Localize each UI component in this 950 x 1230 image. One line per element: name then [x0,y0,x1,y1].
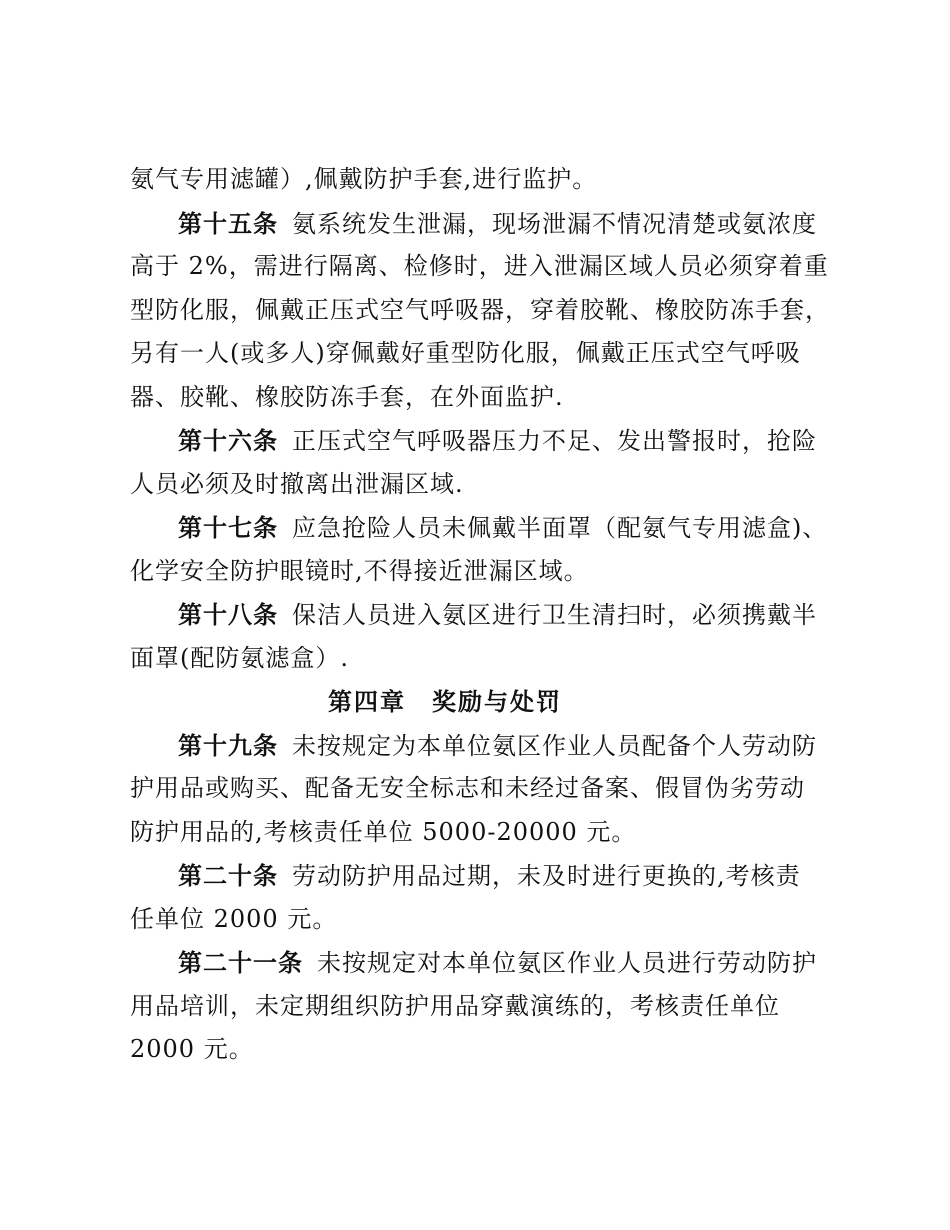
article-heading: 第二十一条 [178,948,303,977]
article-19-line [130,724,820,768]
article-heading: 第十六条 [178,426,278,455]
paragraph-text: 用品培训，未定期组织防护用品穿戴演练的，考核责任单位 [130,991,780,1020]
article-21-line [130,941,820,985]
paragraph-text: 护用品或购买、配备无安全标志和未经过备案、假冒伪劣劳动 [130,774,805,802]
paragraph-text: 未按规定对本单位氨区作业人员进行劳动防护 [317,949,817,977]
text-line [130,898,820,942]
paragraph-text: 高于 2%，需进行隔离、检修时，进入泄漏区域人员必须穿着重 [130,252,829,280]
text-line [130,1028,820,1072]
text-line [130,376,820,420]
paragraph-text: 保洁人员进入氨区进行卫生清扫时，必须携戴半 [292,601,817,629]
paragraph-text: 任单位 2000 元。 [130,904,338,933]
article-17-line [130,506,828,550]
article-heading: 第十九条 [178,730,278,760]
article-heading: 第二十条 [178,861,278,890]
text-line [130,463,820,507]
paragraph-text: 正压式空气呼吸器压力不足、发出警报时，抢险 [292,427,817,455]
article-heading: 第十五条 [178,208,278,238]
article-heading: 第十八条 [178,600,278,629]
text-line [130,767,820,811]
paragraph-text: 化学安全防护眼镜时,不得接近泄漏区域。 [130,556,589,585]
paragraph-text: 未按规定为本单位氨区作业人员配备个人劳动防 [292,731,817,760]
paragraph-text: 氨系统发生泄漏，现场泄漏不情况清楚或氨浓度 [292,209,817,238]
paragraph-text: 劳动防护用品过期，未及时进行更换的,考核责 [292,862,801,890]
article-20-line [130,854,820,898]
text-line [130,245,829,289]
document-body [130,158,830,1072]
article-heading: 第十七条 [178,513,278,542]
chapter-title: 第四章 奖励与处罚 [328,687,562,716]
paragraph-text: 氨气专用滤罐）,佩戴防护手套,进行监护。 [130,165,598,193]
article-15-line [130,202,820,246]
article-18-line [130,593,820,637]
text-line [130,289,830,333]
paragraph-text: 人员必须及时撤离出泄漏区域. [130,469,464,498]
text-line [130,811,820,855]
text-line [130,637,820,681]
text-line [130,158,820,202]
paragraph-text: 防护用品的,考核责任单位 5000-20000 元。 [130,817,637,846]
article-16-line [130,419,820,463]
paragraph-text: 型防化服，佩戴正压式空气呼吸器，穿着胶靴、橡胶防冻手套， [130,295,830,324]
text-line [130,332,820,376]
paragraph-text: 应急抢险人员未佩戴半面罩（配氨气专用滤盒)、 [292,514,828,542]
paragraph-text: 另有一人(或多人)穿佩戴好重型防化服，佩戴正压式空气呼吸 [130,339,801,367]
paragraph-text: 器、胶靴、橡胶防冻手套，在外面监护. [130,382,564,411]
text-line [130,985,820,1029]
text-line [130,550,820,594]
paragraph-text: 2000 元。 [130,1035,254,1063]
paragraph-text: 面罩(配防氨滤盒）. [130,643,349,672]
